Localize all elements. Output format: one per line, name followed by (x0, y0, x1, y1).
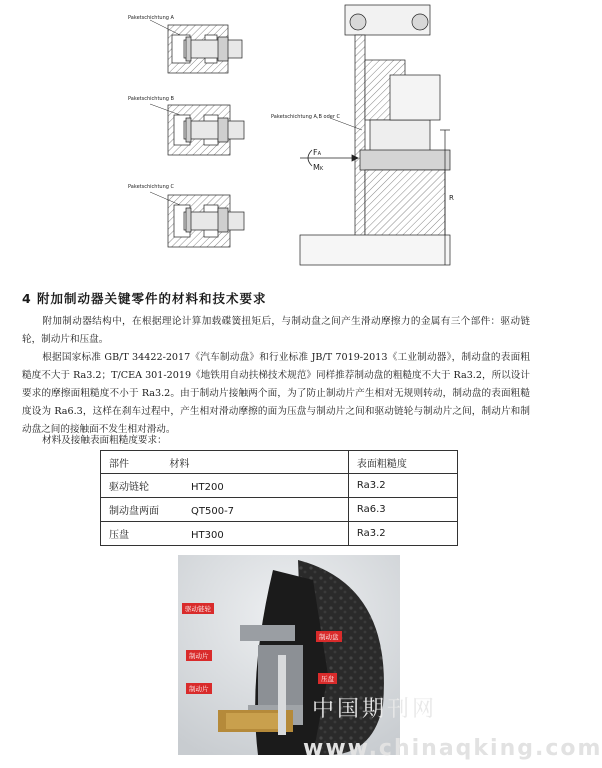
paragraph-3-text: 材料及接触表面粗糙度要求： (42, 435, 167, 446)
photo-label-brake-disc: 制动盘 (316, 631, 342, 642)
paragraph-2-text: 根据国家标准 GB/T 34422-2017《汽车制动盘》和行业标准 JB/T 7019-2013《工业制动器》，制动盘的表面粗糙度不大于 Ra3.2；T/CEA 301-2019《地铁用自动扶梯技术规范》同样推荐制动盘的粗糙度不大于 Ra3.2，所以设计要求的摩擦面粗糙度不小于 Ra3.2。由于制动片接触两个面，为了防止制动片产生相对无规则转动，制动盘的表面粗糙度设为 Ra6.3，这样在刹车过程中，产生相对滑动摩擦的面为压盘与制动片之间和驱动链轮与制动片之间，制动片和制动盘之间的接触面不发生相对滑动。 (22, 352, 530, 435)
paragraph-1 (22, 313, 530, 349)
section-heading: 4 附加制动器关键零件的材料和技术要求 (22, 291, 267, 306)
photo-label-pressure-plate: 压盘 (318, 673, 337, 684)
materials-table (100, 450, 458, 546)
row-1-part: 驱动链轮 (109, 482, 149, 493)
row-2-part-material (101, 498, 349, 522)
moment-label: M (313, 163, 320, 172)
row-3-part: 压盘 (109, 530, 129, 541)
main-assembly (300, 5, 450, 265)
technical-drawing (100, 0, 465, 270)
row-2-part: 制动盘两面 (109, 506, 159, 517)
label-abc: Paketschichtung A,B oder C (271, 114, 340, 120)
svg-text:MK (313, 163, 324, 172)
detail-c (168, 195, 244, 247)
label-b: Paketschichtung B (128, 96, 174, 102)
row-3-roughness: Ra3.2 (348, 522, 457, 546)
label-c: Paketschichtung C (128, 184, 174, 190)
paragraph-3 (22, 432, 530, 450)
row-3-part-material (101, 522, 349, 546)
photo-label-sprocket: 驱动链轮 (182, 603, 214, 614)
header-material: 材料 (169, 458, 190, 470)
dim-r-label: R (449, 194, 454, 202)
paragraph-1-text: 附加制动器结构中，在根据理论计算加载碟簧扭矩后，与制动盘之间产生滑动摩擦力的金属有三个部件：驱动链轮，制动片和压盘。 (22, 316, 530, 345)
paragraph-2 (22, 349, 530, 439)
table-row (101, 498, 458, 522)
detail-a (168, 25, 242, 73)
force-arrows (300, 150, 358, 166)
row-1-roughness: Ra3.2 (348, 474, 457, 498)
force-a-sub: A (317, 151, 322, 157)
header-part: 部件 (109, 458, 129, 470)
header-roughness: 表面粗糙度 (348, 451, 457, 474)
force-a-label: F (313, 148, 318, 157)
table-row (101, 522, 458, 546)
photo-label-brake-pad-2: 制动片 (186, 683, 212, 694)
row-1-material: HT200 (191, 482, 224, 493)
row-2-roughness: Ra6.3 (348, 498, 457, 522)
table-header-row (101, 451, 458, 474)
row-1-part-material (101, 474, 349, 498)
row-3-material: HT300 (191, 530, 224, 541)
watermark-url: www.chinaqking.com (303, 736, 602, 761)
brake-render-image (178, 555, 400, 755)
watermark-cn: 中国期刊网 (312, 697, 438, 722)
svg-text:FA (313, 148, 322, 157)
moment-sub: K (319, 166, 324, 172)
table-header-part-material (101, 451, 349, 474)
detail-b (168, 105, 244, 155)
table-row (101, 474, 458, 498)
label-a: Paketschichtung A (128, 15, 174, 21)
row-2-material: QT500-7 (191, 506, 235, 517)
photo-label-brake-pad-1: 制动片 (186, 650, 212, 661)
